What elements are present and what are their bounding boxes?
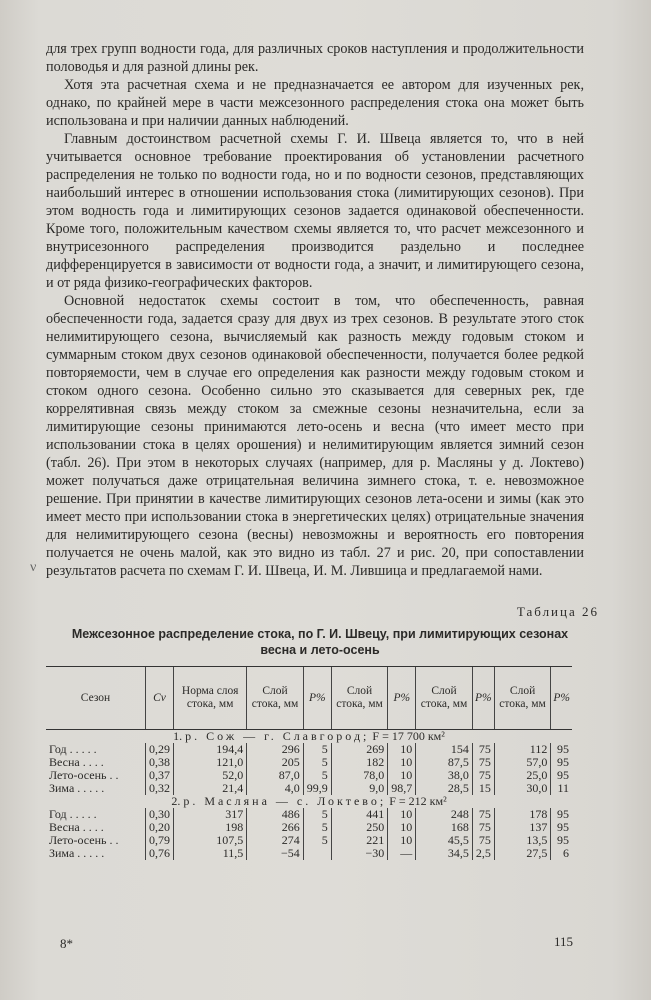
season-cell: Весна . . . . (49, 755, 104, 769)
season-cell: Зима . . . . . (49, 846, 105, 860)
value-cell: 296 (247, 743, 304, 756)
season-cell: Весна . . . . (49, 820, 104, 834)
col-header: P% (388, 667, 416, 730)
value-cell: 45,5 (416, 834, 473, 847)
value-cell: 154 (416, 743, 473, 756)
value-cell: 78,0 (331, 769, 388, 782)
value-cell: 95 (551, 743, 572, 756)
value-cell (303, 847, 331, 860)
table-row (46, 847, 572, 860)
value-cell: 95 (551, 769, 572, 782)
value-cell: 34,5 (416, 847, 473, 860)
col-header: Cv (146, 667, 174, 730)
value-cell: 95 (551, 834, 572, 847)
section-number: 2. (171, 794, 181, 808)
value-cell: 5 (303, 821, 331, 834)
col-header: Слой стока, мм (416, 667, 473, 730)
value-cell: 75 (472, 821, 494, 834)
river-name: р. Сож — г. Славгород; (185, 729, 370, 743)
value-cell: — (388, 847, 416, 860)
value-cell: 0,76 (146, 847, 174, 860)
body-text (46, 40, 584, 580)
value-cell: 182 (331, 756, 388, 769)
value-cell: 5 (303, 743, 331, 756)
value-cell: 10 (388, 769, 416, 782)
value-cell: 0,32 (146, 782, 174, 795)
season-cell: Год . . . . . (49, 807, 97, 821)
season-cell: Год . . . . . (49, 742, 97, 756)
col-header: Слой стока, мм (247, 667, 304, 730)
signature-mark: 8* (60, 936, 73, 951)
table-row (46, 808, 572, 821)
value-cell: 11 (551, 782, 572, 795)
value-cell: 198 (174, 821, 247, 834)
table-row (46, 821, 572, 834)
value-cell: 75 (472, 756, 494, 769)
value-cell: 25,0 (494, 769, 551, 782)
basin-area: F = 212 км² (389, 794, 447, 808)
value-cell: 10 (388, 834, 416, 847)
value-cell: −54 (247, 847, 304, 860)
value-cell: 87,5 (416, 756, 473, 769)
table-header-row (46, 667, 572, 730)
table-row (46, 834, 572, 847)
value-cell: 5 (303, 808, 331, 821)
value-cell: 10 (388, 821, 416, 834)
value-cell: 0,20 (146, 821, 174, 834)
value-cell: 87,0 (247, 769, 304, 782)
value-cell: 269 (331, 743, 388, 756)
value-cell: 11,5 (174, 847, 247, 860)
col-header: Слой стока, мм (331, 667, 388, 730)
table-row (46, 743, 572, 756)
value-cell: 5 (303, 756, 331, 769)
value-cell: 95 (551, 756, 572, 769)
value-cell: 0,37 (146, 769, 174, 782)
value-cell: 0,79 (146, 834, 174, 847)
value-cell: 486 (247, 808, 304, 821)
value-cell: 250 (331, 821, 388, 834)
value-cell: 4,0 (247, 782, 304, 795)
page-number: 115 (553, 934, 573, 949)
value-cell: 75 (472, 769, 494, 782)
col-header: P% (551, 667, 572, 730)
value-cell: 107,5 (174, 834, 247, 847)
value-cell: 27,5 (494, 847, 551, 860)
value-cell: 10 (388, 756, 416, 769)
value-cell: 10 (388, 743, 416, 756)
value-cell: 0,29 (146, 743, 174, 756)
section-number: 1. (173, 729, 183, 743)
value-cell: 52,0 (174, 769, 247, 782)
value-cell: 0,38 (146, 756, 174, 769)
value-cell: 38,0 (416, 769, 473, 782)
col-header: Слой стока, мм (494, 667, 551, 730)
value-cell: 6 (551, 847, 572, 860)
river-name: р. Масляна — с. Локтево; (183, 794, 387, 808)
col-header: Сезон (46, 667, 146, 730)
value-cell: 121,0 (174, 756, 247, 769)
value-cell: 57,0 (494, 756, 551, 769)
value-cell: 75 (472, 808, 494, 821)
paragraph: Основной недостаток схемы состоит в том, что обеспеченность, равная обеспеченности года, задается сразу для двух из трех сезонов. В результате этого сток нелимитирующего сезона, вычисляемый как разность между годовым стоком и суммарным стоком двух сезонов одинаковой обеспеченности, получается более редкой повторяемости, чем в случае его определения как разности между годовым стоком и стоком одного сезона. Особенно сильно это сказывается для северных рек, где коррелятивная связь между стоком за смежные сезоны незначительна, если за лимитирующие сезоны принимаются лето-осень и весна (что имеет место при использовании стока в целях орошения) и нелимитирующим является зимний сезон (табл. 26). При этом в некоторых случаях (например, для р. Масляны у д. Локтево) может получаться даже отрицательная величина зимнего стока, т. е. невозможное решение. При принятии в качестве лимитирующих сезонов лета-осени и зимы (как это имеет место при использовании стока в энергетических целях) отрицательные значения для нелимитирующего сезона (весны) невозможны и вероятность его повторения получается не очень малой, как это видно из табл. 27 и рис. 20, при сопоставлении результатов расчета по схемам Г. И. Швеца, И. М. Лившица и предлагаемой нами. (46, 293, 584, 579)
value-cell: 95 (551, 821, 572, 834)
value-cell: 112 (494, 743, 551, 756)
table-title: Межсезонное распределение стока, по Г. И. Швецу, при лимитирующих сезонах весна и лето-осень (71, 627, 569, 657)
value-cell: 13,5 (494, 834, 551, 847)
value-cell: 10 (388, 808, 416, 821)
value-cell: 441 (331, 808, 388, 821)
value-cell: 15 (472, 782, 494, 795)
value-cell: 205 (247, 756, 304, 769)
value-cell: 317 (174, 808, 247, 821)
value-cell: 28,5 (416, 782, 473, 795)
value-cell: 30,0 (494, 782, 551, 795)
value-cell: 75 (472, 743, 494, 756)
value-cell: 168 (416, 821, 473, 834)
col-header: Норма слоя стока, мм (174, 667, 247, 730)
paragraph: Главным достоинством расчетной схемы Г. И. Швеца является то, что в ней учитывается основное требование проектирования об установлении расчетного распределения не только по водности года, но и по водности сезонов, представляющих наибольший интерес в отношении использования стока (лимитирующих сезонов). При этом водность года и лимитирующих сезонов задается одинаковой обеспеченности. Кроме того, положительным качеством схемы является то, что расчет межсезонного и внутрисезонного распределения производится раздельно и последнее дифференцируется в зависимости от водности года, а значит, и лимитирующего сезона, и от ряда физико-географических факторов. (46, 131, 584, 291)
value-cell: 9,0 (331, 782, 388, 795)
value-cell: 95 (551, 808, 572, 821)
value-cell: 194,4 (174, 743, 247, 756)
value-cell: 266 (247, 821, 304, 834)
value-cell: 274 (247, 834, 304, 847)
value-cell: 21,4 (174, 782, 247, 795)
col-header: P% (303, 667, 331, 730)
value-cell: 99,9 (303, 782, 331, 795)
value-cell: −30 (331, 847, 388, 860)
value-cell: 75 (472, 834, 494, 847)
table-row (46, 756, 572, 769)
paragraph: Хотя эта расчетная схема и не предназначается ее автором для изученных рек, однако, по крайней мере в части межсезонного распределения стока она может быть использована и при наличии данных наблюдений. (46, 77, 584, 129)
value-cell: 248 (416, 808, 473, 821)
season-cell: Лето-осень . . (49, 768, 119, 782)
basin-area: F = 17 700 км² (372, 729, 445, 743)
value-cell: 5 (303, 769, 331, 782)
river-section-header (46, 730, 572, 744)
value-cell: 5 (303, 834, 331, 847)
value-cell: 98,7 (388, 782, 416, 795)
season-cell: Зима . . . . . (49, 781, 105, 795)
value-cell: 0,30 (146, 808, 174, 821)
value-cell: 137 (494, 821, 551, 834)
river-section-header (46, 795, 572, 808)
runoff-table (46, 666, 572, 860)
value-cell: 178 (494, 808, 551, 821)
table-number: Таблица 26 (516, 604, 599, 619)
col-header: P% (472, 667, 494, 730)
pencil-mark: ν (30, 560, 37, 575)
paragraph: для трех групп водности года, для различных сроков наступления и продолжительности половодья и для разной длины рек. (46, 41, 584, 75)
value-cell: 2,5 (472, 847, 494, 860)
season-cell: Лето-осень . . (49, 833, 119, 847)
value-cell: 221 (331, 834, 388, 847)
